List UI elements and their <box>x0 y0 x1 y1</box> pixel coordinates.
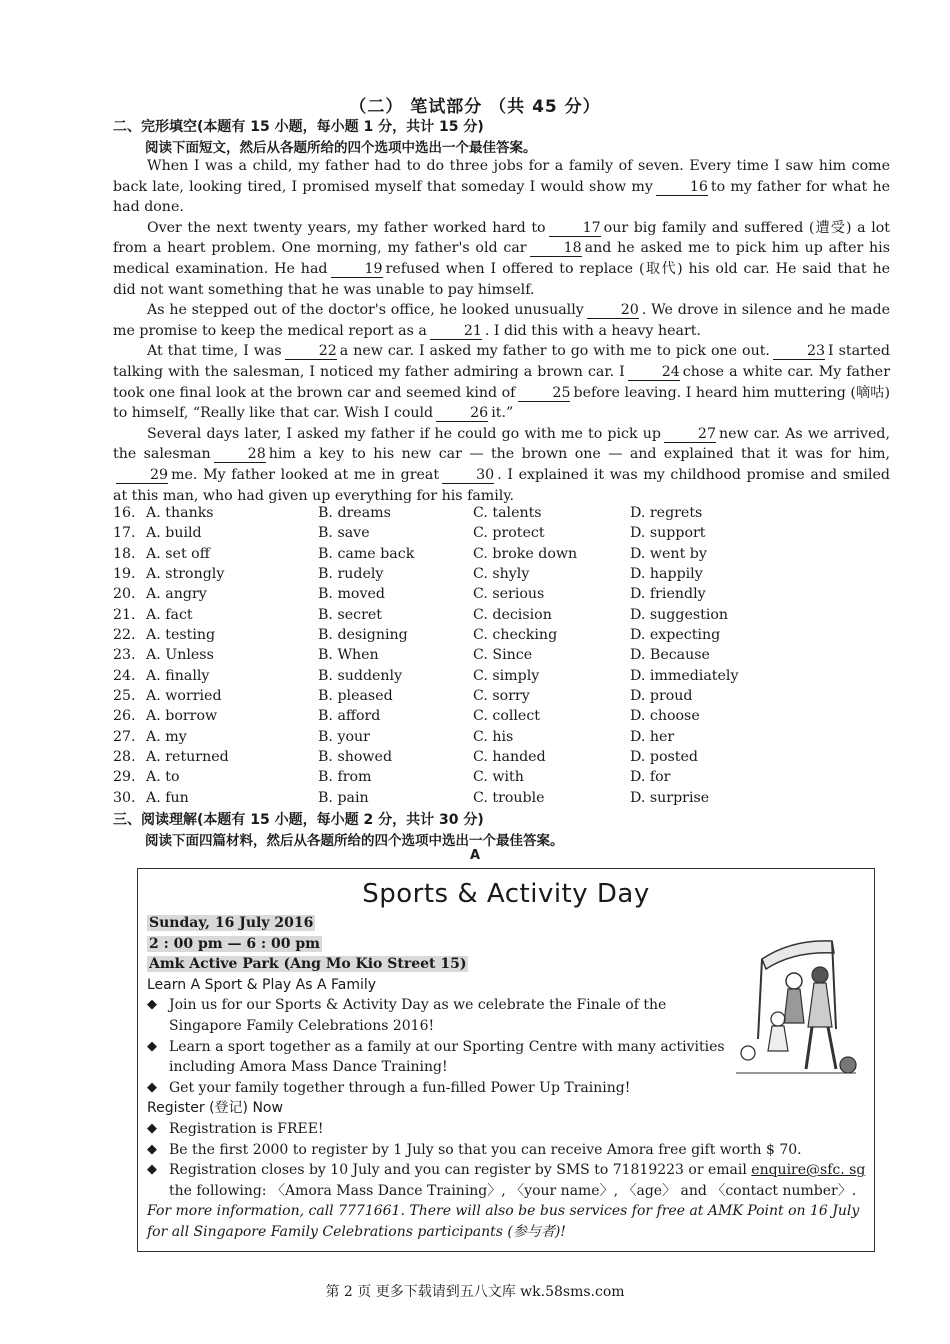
notice-bullet: ◆ Be the first 2000 to register by 1 July so that you can receive Amora free gift worth $ 70. <box>147 1140 867 1161</box>
option-row-28: 28. A. returned B. showed C. handed D. posted <box>113 749 698 766</box>
cloze-heading: 二、完形填空(本题有 15 小题，每小题 1 分，共计 15 分) <box>113 119 484 135</box>
option-row-26: 26. A. borrow B. afford C. collect D. choose <box>113 708 700 725</box>
blank-19: 19 <box>331 261 383 278</box>
blank-23: 23 <box>773 343 825 360</box>
option-row-27: 27. A. my B. your C. his D. her <box>113 728 675 745</box>
passage-paragraph-4: At that time, I was 22 a new car. I asked my father to go with me to pick one out. 23 I started talking with the salesman, I noticed my father admiring a brown car. I 24 chose a white car. My father took one final look at the brown car and seemed kind of 25 before leaving. I heard him muttering (嘀咕) to himself, “Really like that car. Wish I could 26 it.” <box>113 343 890 422</box>
option-row-23: 23. A. Unless B. When C. Since D. Because <box>113 647 710 664</box>
notice-subhead-register: Register (登记) Now <box>147 1100 283 1117</box>
notice-subhead-learn: Learn A Sport & Play As A Family <box>147 976 377 993</box>
diamond-bullet-icon: ◆ <box>147 1038 157 1054</box>
diamond-bullet-icon: ◆ <box>147 1141 157 1157</box>
notice-footnote: For more information, call 7771661. There will also be bus services for free at AMK Point on 16 July for all Singapore Family Celebrations participants (参与者)! <box>147 1203 860 1240</box>
option-row-29: 29. A. to B. from C. with D. for <box>113 769 671 786</box>
diamond-bullet-icon: ◆ <box>147 1120 157 1136</box>
option-row-17: 17. A. build B. save C. protect D. support <box>113 525 706 542</box>
notice-bullet: ◆ Learn a sport together as a family at our Sporting Centre with many activities including Amora Mass Dance Training! <box>147 1038 725 1076</box>
passage-paragraph-3: As he stepped out of the doctor's office, he looked unusually 20 . We drove in silence and he made me promise to keep the medical report as a 21 . I did this with a heavy heart. <box>113 302 890 339</box>
option-row-30: 30. A. fun B. pain C. trouble D. surprise <box>113 789 710 806</box>
cloze-instruction: 阅读下面短文，然后从各题所给的四个选项中选出一个最佳答案。 <box>145 140 537 156</box>
blank-29: 29 <box>116 467 168 484</box>
blank-25: 25 <box>518 385 570 402</box>
notice-bullet: ◆ Registration closes by 10 July and you can register by SMS to 71819223 or email enquire@sfc. sg the following: 〈Amora Mass Dance Training〉, 〈your name〉, 〈age〉 and 〈contact number〉. <box>147 1162 866 1199</box>
option-row-19: 19. A. strongly B. rudely C. shyly D. happily <box>113 566 703 583</box>
blank-17: 17 <box>549 220 601 237</box>
page-footer: 第 2 页 更多下载请到五八文库 wk.58sms.com <box>325 1284 625 1300</box>
notice-bullet: ◆ Registration is FREE! <box>147 1119 867 1140</box>
passage-paragraph-1: When I was a child, my father had to do three jobs for a family of seven. Every time I saw him come back late, looking tired, I promised myself that someday I would show my 16 to my father for what he had done. <box>113 158 890 216</box>
event-date: Sunday, 16 July 2016 <box>149 915 314 931</box>
diamond-bullet-icon: ◆ <box>147 1162 157 1178</box>
option-row-21: 21. A. fact B. secret C. decision D. suggestion <box>113 606 729 623</box>
blank-26: 26 <box>436 405 488 422</box>
event-time: 2 : 00 pm — 6 : 00 pm <box>149 935 320 952</box>
reading-heading: 三、阅读理解(本题有 15 小题，每小题 2 分，共计 30 分) <box>113 812 484 828</box>
reading-instruction: 阅读下面四篇材料，然后从各题所给的四个选项中选出一个最佳答案。 <box>145 833 564 849</box>
option-row-25: 25. A. worried B. pleased C. sorry D. proud <box>113 688 693 705</box>
notice-bullet: ◆ Join us for our Sports & Activity Day as we celebrate the Finale of the Singapore Family Celebrations 2016! <box>147 997 667 1034</box>
blank-16: 16 <box>656 179 708 196</box>
blank-28: 28 <box>214 446 266 463</box>
passage-paragraph-5: Several days later, I asked my father if he could go with me to pick up 27 new car. As we arrived, the salesman 28 him a key to his new car — the brown one — and explained that it was for him,29 me. My father looked at me in great 30 . I explained it was my childhood promise and smiled at this man, who had given up everything for his family. <box>113 425 890 504</box>
option-row-24: 24. A. finally B. suddenly C. simply D. immediately <box>113 667 739 684</box>
blank-27: 27 <box>664 426 716 443</box>
cloze-passage <box>113 156 890 506</box>
option-row-16: 16. A. thanks B. dreams C. talents D. regrets <box>113 505 703 521</box>
sports-day-notice <box>137 868 875 1252</box>
blank-18: 18 <box>530 240 582 257</box>
cloze-options <box>113 503 893 808</box>
event-venue: Amk Active Park (Ang Mo Kio Street 15) <box>149 956 467 973</box>
blank-21: 21 <box>430 323 482 340</box>
reading-part-label: A <box>469 848 481 863</box>
blank-22: 22 <box>285 343 337 360</box>
option-row-18: 18. A. set off B. came back C. broke down D. went by <box>113 545 707 562</box>
blank-24: 24 <box>628 364 680 381</box>
notice-body <box>147 913 867 1243</box>
diamond-bullet-icon: ◆ <box>147 997 157 1013</box>
email-link[interactable]: enquire@sfc. sg <box>751 1162 866 1179</box>
page-title: （二） 笔试部分 （共 45 分） <box>349 97 601 117</box>
blank-30: 30 <box>442 467 494 484</box>
passage-paragraph-2: Over the next twenty years, my father worked hard to 17 our big family and suffered (遭受) a lot from a heart problem. One morning, my father's old car 18 and he asked me to pick him up after his medical examination. He had 19 refused when I offered to replace (取代) his old car. He said that he did not want something that he was unable to pay himself. <box>113 219 890 298</box>
diamond-bullet-icon: ◆ <box>147 1079 157 1095</box>
option-row-20: 20. A. angry B. moved C. serious D. friendly <box>113 586 706 603</box>
blank-20: 20 <box>587 302 639 319</box>
notice-title: Sports & Activity Day <box>362 879 650 909</box>
notice-bullet: ◆ Get your family together through a fun-filled Power Up Training! <box>147 1078 867 1099</box>
option-row-22: 22. A. testing B. designing C. checking D. expecting <box>113 627 721 644</box>
